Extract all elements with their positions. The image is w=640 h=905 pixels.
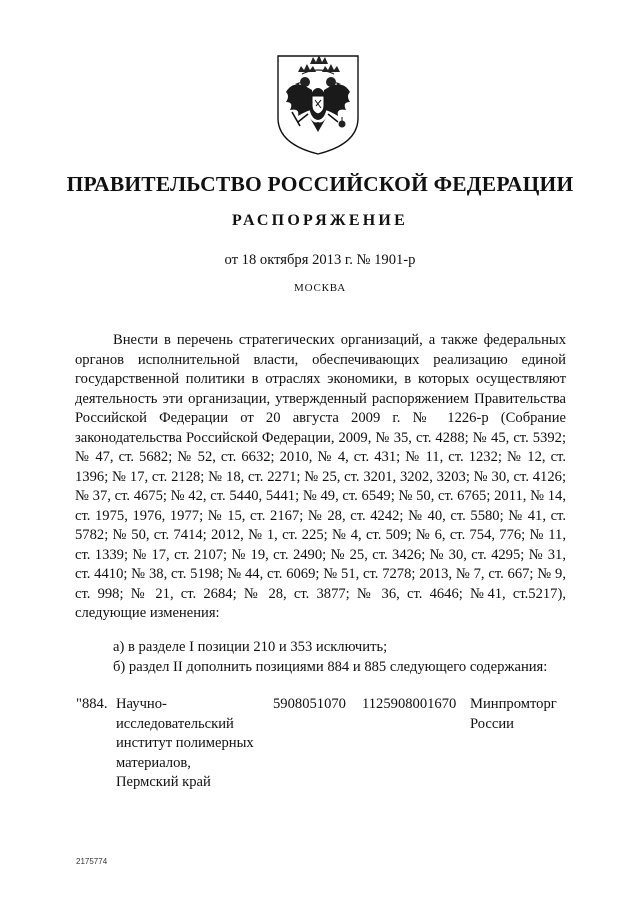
document-type: РАСПОРЯЖЕНИЕ: [232, 212, 408, 229]
entry-ministry: Минпромторг России: [470, 696, 557, 732]
russian-coat-of-arms-icon: [272, 52, 364, 156]
list-item-a: а) в разделе I позиции 210 и 353 исключить;: [113, 639, 388, 655]
entry-number: "884.: [76, 696, 108, 712]
entry-inn: 5908051070: [273, 696, 346, 712]
entry-organization-name: Научно- исследовательский институт полимерных материалов, Пермский край: [116, 696, 254, 790]
document-title: ПРАВИТЕЛЬСТВО РОССИЙСКОЙ ФЕДЕРАЦИИ: [66, 172, 574, 196]
document-city: МОСКВА: [294, 282, 346, 294]
document-date-number: от 18 октября 2013 г. № 1901-р: [224, 252, 416, 268]
document-code: 2175774: [76, 857, 108, 866]
body-paragraph: [75, 331, 566, 624]
list-item-b: б) раздел II дополнить позициями 884 и 885 следующего содержания:: [113, 658, 548, 675]
body-intro-text: Внести в перечень стратегических организаций, а также федеральных органов исполнительной власти, обеспечивающих реализацию единой государственной политики в отраслях экономики, в которых осуществляют деятельность эти организации, утвержденный распоряжением Правительства Российской Федерации от 20 августа 2009 г. № 1226-р (Собрание законодательства Российской Федерации, 2009, № 35, ст. 4288; № 45, ст. 5392; № 47, ст. 5682; № 52, ст. 6632; 2010, № 4, ст. 431; № 11, ст. 1232; № 12, ст. 1396; № 17, ст. 2128; № 18, ст. 2271; № 25, ст. 3201, 3202, 3203; № 30, ст. 4126; № 37, ст. 4675; № 42, ст. 5440, 5441; № 49, ст. 6549; № 50, ст. 6765; 2011, № 14, ст. 1975, 1976, 1977; № 15, ст. 2167; № 28, ст. 4242; № 40, ст. 5580; № 41, ст. 5782; № 50, ст. 7414; 2012, № 1, ст. 225; № 4, ст. 509; № 6, ст. 754, 776; № 11, ст. 1339; № 17, ст. 2107; № 19, ст. 2490; № 25, ст. 3426; № 30, ст. 4295; № 31, ст. 4410; № 38, ст. 5198; № 44, ст. 6069; № 51, ст. 7278; 2013, № 7, ст. 667; № 9, ст. 998; № 21, ст. 2684; № 28, ст. 3877; № 36, ст. 4646; №41, ст.5217), следующие изменения:: [75, 332, 566, 621]
entry-ogrn: 1125908001670: [362, 696, 457, 712]
